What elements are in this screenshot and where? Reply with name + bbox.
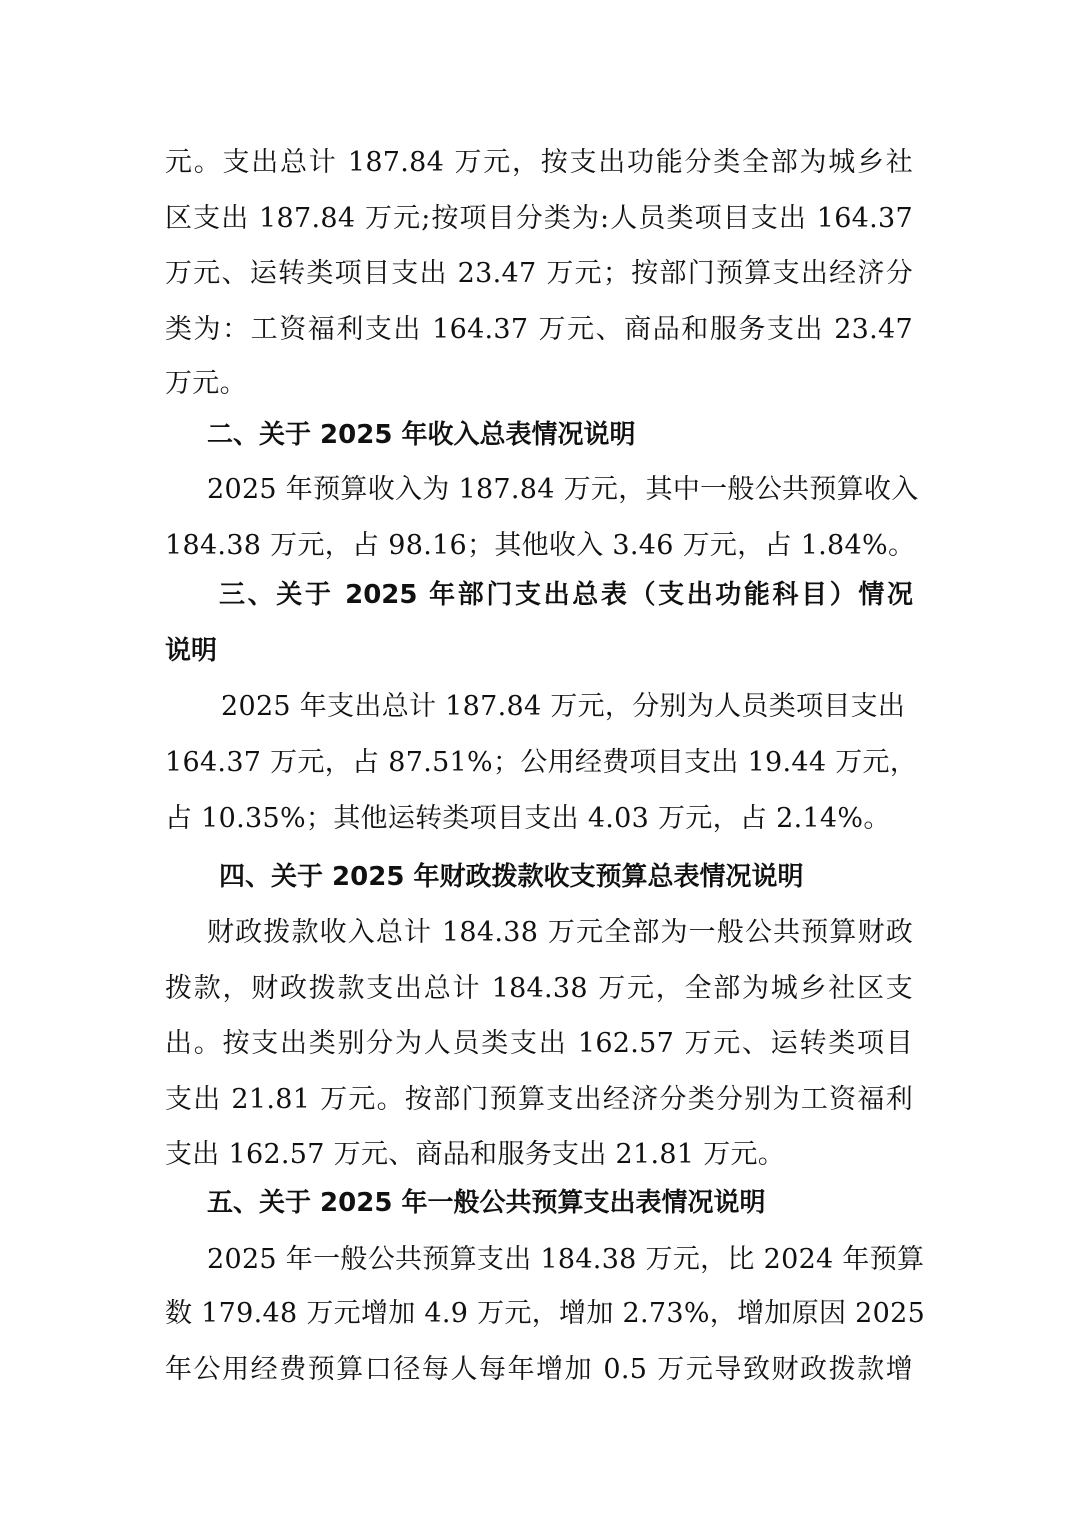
paragraph-line: 数 179.48 万元增加 4.9 万元，增加 2.73%，增加原因 2025 — [165, 1298, 926, 1329]
paragraph-line: 区支出 187.84 万元;按项目分类为:人员类项目支出 164.37 — [165, 203, 913, 234]
paragraph-line: 164.37 万元，占 87.51%；公用经费项目支出 19.44 万元， — [165, 747, 918, 778]
paragraph-line: 支出 162.57 万元、商品和服务支出 21.81 万元。 — [165, 1139, 786, 1170]
paragraph-line: 万元、运转类项目支出 23.47 万元；按部门预算支出经济分 — [165, 258, 913, 289]
paragraph-line: 2025 年支出总计 187.84 万元，分别为人员类项目支出 — [221, 691, 906, 722]
paragraph-line: 2025 年一般公共预算支出 184.38 万元，比 2024 年预算 — [207, 1244, 925, 1275]
section-heading-continuation: 说明 — [165, 636, 218, 666]
paragraph-line: 占 10.35%；其他运转类项目支出 4.03 万元，占 2.14%。 — [165, 803, 891, 834]
paragraph-line: 2025 年预算收入为 187.84 万元，其中一般公共预算收入 — [207, 474, 919, 505]
paragraph-line: 万元。 — [165, 368, 247, 399]
paragraph-line: 年公用经费预算口径每人每年增加 0.5 万元导致财政拨款增 — [165, 1354, 913, 1385]
section-heading: 二、关于 2025 年收入总表情况说明 — [207, 420, 636, 450]
paragraph-line: 出。按支出类别分为人员类支出 162.57 万元、运转类项目 — [165, 1028, 913, 1059]
section-heading: 四、关于 2025 年财政拨款收支预算总表情况说明 — [219, 862, 804, 892]
section-heading: 五、关于 2025 年一般公共预算支出表情况说明 — [207, 1188, 766, 1218]
paragraph-line: 财政拨款收入总计 184.38 万元全部为一般公共预算财政 — [207, 917, 913, 948]
paragraph-line: 拨款，财政拨款支出总计 184.38 万元，全部为城乡社区支 — [165, 973, 913, 1004]
paragraph-line: 184.38 万元，占 98.16；其他收入 3.46 万元，占 1.84%。 — [165, 530, 916, 561]
paragraph-line: 类为：工资福利支出 164.37 万元、商品和服务支出 23.47 — [165, 314, 913, 345]
paragraph-line: 元。支出总计 187.84 万元，按支出功能分类全部为城乡社 — [165, 147, 913, 178]
section-heading: 三、关于 2025 年部门支出总表（支出功能科目）情况 — [219, 580, 913, 610]
paragraph-line: 支出 21.81 万元。按部门预算支出经济分类分别为工资福利 — [165, 1084, 913, 1115]
